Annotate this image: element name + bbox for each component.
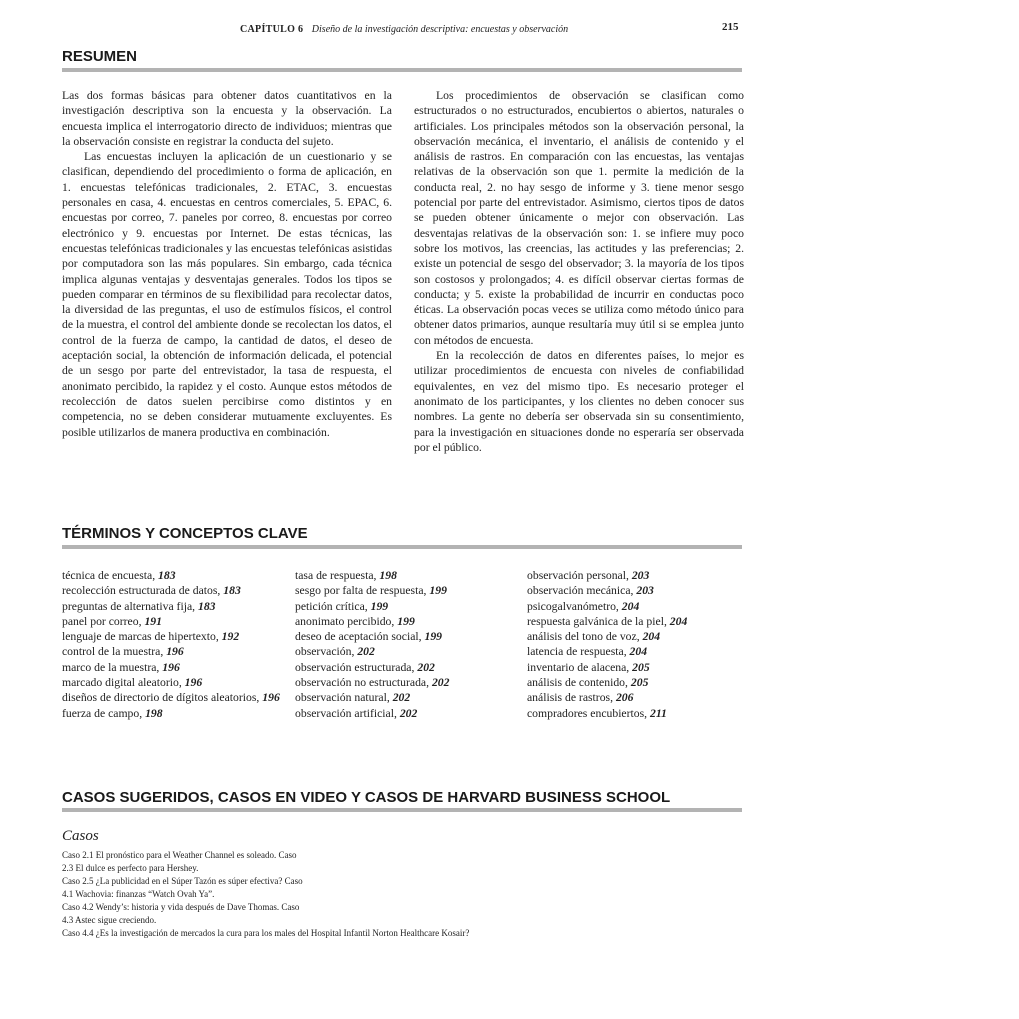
key-term: marcado digital aleatorio, 196 [62, 676, 203, 690]
key-term: observación no estructurada, 202 [295, 676, 450, 690]
key-term: técnica de encuesta, 183 [62, 569, 176, 582]
key-term: análisis del tono de voz, 204 [527, 630, 661, 644]
key-term: marco de la muestra, 196 [62, 660, 180, 674]
key-term: observación, 202 [295, 645, 375, 659]
casos-list [62, 849, 702, 940]
case-item: Caso 2.5 ¿La publicidad en el Súper Tazón es súper efectiva? Caso [62, 876, 303, 886]
key-term: control de la muestra, 196 [62, 645, 184, 659]
key-term: compradores encubiertos, 211 [527, 706, 667, 720]
key-term: tasa de respuesta, 198 [295, 569, 397, 582]
key-term: observación artificial, 202 [295, 706, 418, 720]
case-item: Caso 4.2 Wendy’s: historia y vida después de Dave Thomas. Caso [62, 902, 300, 912]
chapter-label: CAPÍTULO 6 [240, 24, 304, 35]
resumen-paragraph: En la recolección de datos en diferentes países, lo mejor es utilizar procedimientos de encuesta con niveles de confiabilidad equivalentes, en vez del mismo tipo. Es necesario proteger el anonimato de los participantes, y los clientes no deben conocer sus nombres. La gente no debería ser observada sin su consentimiento, para la investigación en situaciones donde no esperaría ser observada por el público. [414, 349, 744, 454]
key-term: observación personal, 203 [527, 569, 650, 582]
key-term: observación mecánica, 203 [527, 584, 654, 598]
page-number: 215 [722, 21, 739, 33]
key-term: observación natural, 202 [295, 691, 411, 705]
resumen-paragraph: Las dos formas básicas para obtener datos cuantitativos en la investigación descriptiva son la encuesta y la observación. La encuesta implica el interrogatorio directo de individuos; mientras que la observación consiste en registrar la conducta del sujeto. [62, 89, 392, 148]
key-term: recolección estructurada de datos, 183 [62, 584, 241, 598]
resumen-left-column [62, 88, 392, 440]
terms-column-2 [295, 568, 449, 721]
terminos-heading: TÉRMINOS Y CONCEPTOS CLAVE [62, 525, 308, 542]
key-term: preguntas de alternativa fija, 183 [62, 599, 216, 613]
resumen-paragraph: Los procedimientos de observación se clasifican como estructurados o no estructurados, encubiertos o abiertos, naturales o artificiales. Los principales métodos son la observación personal, la observación mecánica, el inventario, el análisis de contenido y el análisis de rastros. En comparación con las encuestas, las ventajas relativas de la observación son que 1. permite la medición de la conducta real, 2. no hay sesgo de informe y 3. tiene menor sesgo potencial por parte del entrevistador. Asimismo, ciertos tipos de datos se pueden obtener únicamente o mejor con observación. Las desventajas relativas de la observación son: 1. se infiere muy poco sobre los motivos, las creencias, las actitudes y las preferencias; 2. existe un potencial de sesgo del observador; 3. la mayoría de los tipos son costosos y prolongados; 4. es difícil observar ciertas formas de conducta; y 5. existe la probabilidad de incurrir en conductas poco éticas. La observación pocas veces se utiliza como método único para obtener datos primarios, aunque resultaría muy útil si se emplea junto con métodos de encuesta. [414, 89, 744, 347]
case-item: 4.1 Wachovia: finanzas “Watch Ovah Ya”. [62, 889, 215, 899]
key-term: análisis de contenido, 205 [527, 676, 649, 690]
terms-column-1 [62, 568, 280, 721]
running-head [240, 24, 740, 35]
terms-column-3 [527, 568, 687, 721]
resumen-paragraph: Las encuestas incluyen la aplicación de un cuestionario y se clasifican, dependiendo del procedimiento o forma de aplicación, en 1. encuestas telefónicas tradicionales, 2. ETAC, 3. encuestas personales en casa, 4. encuestas en centros comerciales, 5. EPAC, 6. encuestas por correo, 7. paneles por correo, 8. encuestas por correo electrónico y 9. encuestas por Internet. De estas técnicas, las encuestas telefónicas tradicionales y las encuestas telefónicas asistidas por computadora son las más populares. Sin embargo, cada técnica implica algunas ventajas y desventajas generales. Todos los tipos se pueden comparar en términos de su flexibilidad para recolectar datos, la diversidad de las preguntas, el uso de estímulos físicos, el control de la muestra, el control del ambiente donde se recolectan los datos, el control de la fuerza de campo, la cantidad de datos, el deseo de aceptación social, la obtención de información delicada, el potencial de un sesgo por parte del entrevistador, la tasa de respuesta, el anonimato percibido, la rapidez y el costo. Aunque estos métodos de recolección de datos suelen percibirse como distintos y en competencia, no se deben considerar mutuamente excluyentes. Es posible utilizarlos de manera productiva en combinación. [62, 150, 392, 439]
key-term: lenguaje de marcas de hipertexto, 192 [62, 630, 240, 644]
key-term: petición crítica, 199 [295, 599, 389, 613]
resumen-heading: RESUMEN [62, 48, 138, 65]
casos-subheading: Casos [62, 828, 99, 844]
key-term: psicogalvanómetro, 204 [527, 599, 640, 613]
case-item: Caso 4.4 ¿Es la investigación de mercados la cura para los males del Hospital Infantil Norton Healthcare Kosair? [62, 928, 470, 938]
resumen-rule [62, 68, 742, 72]
key-term: análisis de rastros, 206 [527, 691, 634, 705]
key-term: observación estructurada, 202 [295, 660, 435, 674]
terminos-rule [62, 545, 742, 549]
resumen-right-column [414, 88, 744, 455]
key-term: diseños de directorio de dígitos aleatorios, 196 [62, 691, 280, 705]
case-item: 2.3 El dulce es perfecto para Hershey. [62, 863, 199, 873]
key-term: panel por correo, 191 [62, 614, 162, 628]
key-term: deseo de aceptación social, 199 [295, 630, 443, 644]
key-term: anonimato percibido, 199 [295, 614, 415, 628]
key-term: sesgo por falta de respuesta, 199 [295, 584, 447, 598]
case-item: 4.3 Astec sigue creciendo. [62, 915, 157, 925]
case-item: Caso 2.1 El pronóstico para el Weather Channel es soleado. Caso [62, 850, 297, 860]
casos-rule [62, 808, 742, 812]
key-term: inventario de alacena, 205 [527, 660, 650, 674]
key-term: respuesta galvánica de la piel, 204 [527, 614, 688, 628]
key-term: fuerza de campo, 198 [62, 706, 163, 720]
key-term: latencia de respuesta, 204 [527, 645, 648, 659]
casos-heading: CASOS SUGERIDOS, CASOS EN VIDEO Y CASOS DE HARVARD BUSINESS SCHOOL [62, 789, 671, 806]
chapter-title: Diseño de la investigación descriptiva: encuestas y observación [311, 24, 569, 35]
